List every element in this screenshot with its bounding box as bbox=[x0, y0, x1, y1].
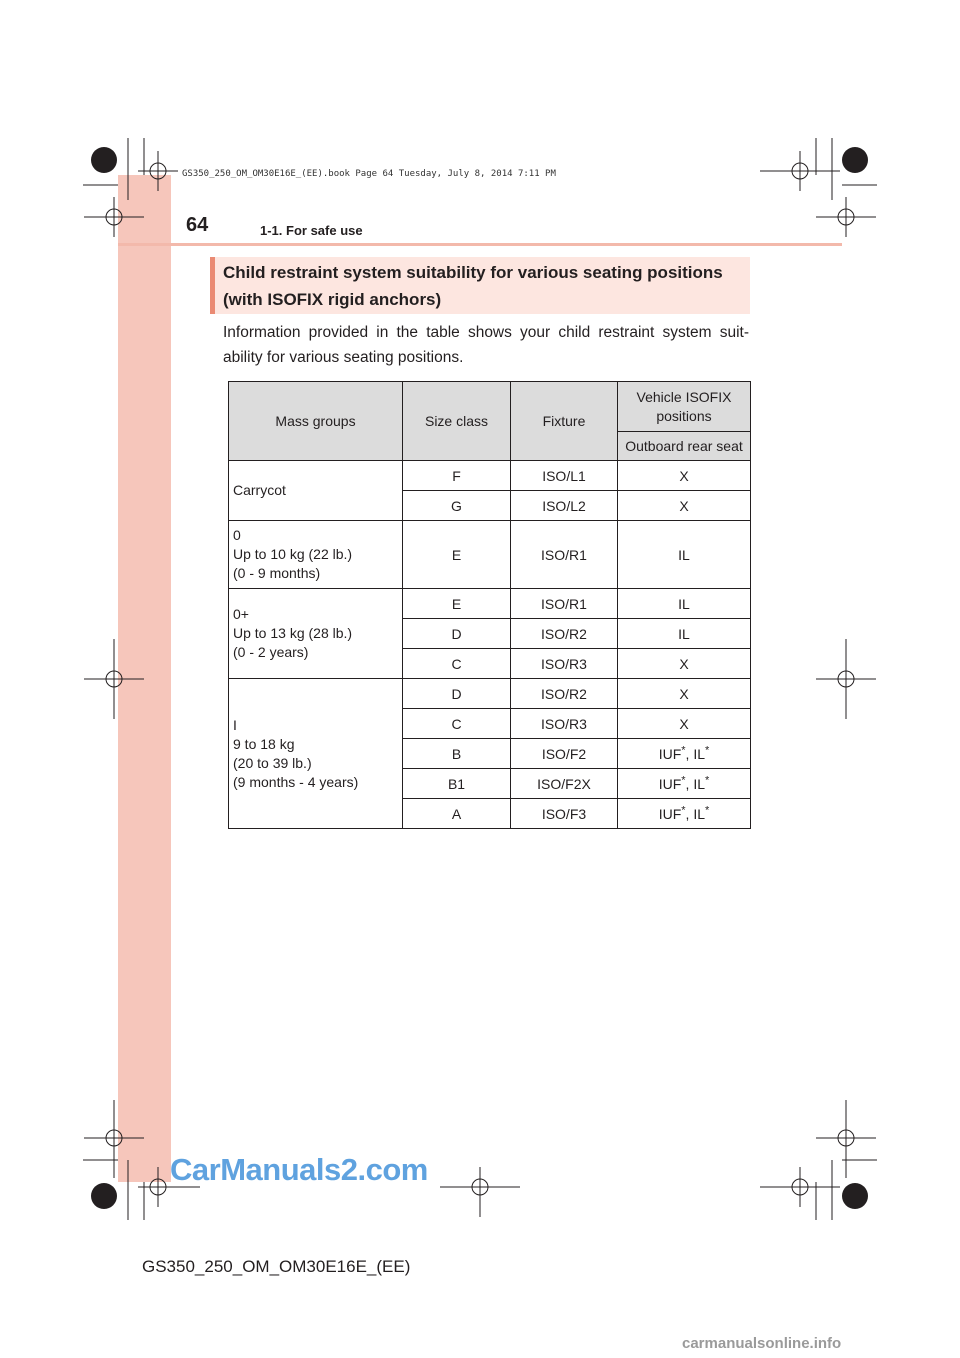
footnote-asterisk: * bbox=[705, 803, 710, 816]
suitability-cell: IUF*, IL* bbox=[618, 739, 751, 769]
footnote-asterisk: * bbox=[681, 743, 686, 756]
mass-group-cell bbox=[229, 521, 403, 589]
fixture-cell: ISO/R1 bbox=[511, 589, 618, 619]
size-cell: C bbox=[403, 709, 511, 739]
mass-group-line: (9 months - 4 years) bbox=[233, 773, 359, 790]
size-cell: D bbox=[403, 679, 511, 709]
fixture-cell: ISO/F3 bbox=[511, 799, 618, 829]
footnote-asterisk: * bbox=[705, 773, 710, 786]
mass-group-line: 9 to 18 kg bbox=[233, 735, 295, 752]
mass-group-line: Carrycot bbox=[233, 482, 286, 498]
size-cell: D bbox=[403, 619, 511, 649]
size-cell: B bbox=[403, 739, 511, 769]
mass-group-line: (20 to 39 lb.) bbox=[233, 754, 312, 771]
mass-group-cell bbox=[229, 461, 403, 521]
table-row bbox=[229, 679, 751, 709]
footer-site: carmanualsonline.info bbox=[682, 1335, 842, 1352]
suitability-cell: IL bbox=[618, 589, 751, 619]
suitability-cell: IUF*, IL* bbox=[618, 769, 751, 799]
suitability-cell: IL bbox=[618, 521, 751, 589]
footnote-asterisk: * bbox=[681, 803, 686, 816]
mass-group-line: (0 - 2 years) bbox=[233, 644, 309, 660]
header-vehicle-positions: Vehicle ISOFIX positions bbox=[618, 382, 751, 432]
isofix-suitability-table bbox=[228, 381, 751, 829]
mass-group-line: I bbox=[233, 716, 237, 733]
fixture-cell: ISO/R2 bbox=[511, 679, 618, 709]
footnote-asterisk: * bbox=[705, 743, 710, 756]
intro-paragraph: Information provided in the table shows your child restraint system suit-ability for various seating positions. bbox=[223, 324, 749, 366]
suitability-cell: IUF*, IL* bbox=[618, 799, 751, 829]
mass-group-cell bbox=[229, 589, 403, 679]
suitability-cell: X bbox=[618, 679, 751, 709]
page-number: 64 bbox=[186, 214, 209, 236]
watermark-logo: CarManuals2.com bbox=[170, 1152, 428, 1187]
section-title: 1-1. For safe use bbox=[260, 223, 363, 238]
header-fixture: Fixture bbox=[511, 382, 618, 461]
table-row bbox=[229, 521, 751, 589]
table-row bbox=[229, 461, 751, 491]
size-cell: A bbox=[403, 799, 511, 829]
header-rule bbox=[118, 243, 842, 246]
size-cell: E bbox=[403, 521, 511, 589]
header-mass-groups: Mass groups bbox=[229, 382, 403, 461]
section-heading bbox=[210, 257, 750, 314]
footnote-asterisk: * bbox=[681, 773, 686, 786]
size-cell: F bbox=[403, 461, 511, 491]
mass-group-line: Up to 10 kg (22 lb.) bbox=[233, 546, 353, 562]
suitability-cell: IL bbox=[618, 619, 751, 649]
heading-line-2: (with ISOFIX rigid anchors) bbox=[223, 290, 442, 309]
suitability-cell: X bbox=[618, 461, 751, 491]
fixture-cell: ISO/L2 bbox=[511, 491, 618, 521]
size-cell: E bbox=[403, 589, 511, 619]
heading-line-1: Child restraint system suitability for various seating positions bbox=[223, 263, 723, 282]
footer-code: GS350_250_OM_OM30E16E_(EE) bbox=[142, 1257, 411, 1276]
fixture-cell: ISO/R3 bbox=[511, 649, 618, 679]
mass-group-line: Up to 13 kg (28 lb.) bbox=[233, 625, 353, 641]
fixture-cell: ISO/R1 bbox=[511, 521, 618, 589]
mass-group-line: 0+ bbox=[233, 606, 249, 622]
fixture-cell: ISO/R2 bbox=[511, 619, 618, 649]
suitability-cell: X bbox=[618, 709, 751, 739]
suitability-cell: X bbox=[618, 649, 751, 679]
table-row bbox=[229, 589, 751, 619]
mass-group-line: 0 bbox=[233, 527, 241, 543]
fixture-cell: ISO/L1 bbox=[511, 461, 618, 491]
size-cell: G bbox=[403, 491, 511, 521]
mass-group-cell bbox=[229, 679, 403, 829]
header-size-class: Size class bbox=[403, 382, 511, 461]
fixture-cell: ISO/R3 bbox=[511, 709, 618, 739]
print-header: GS350_250_OM_OM30E16E_(EE).book Page 64 Tuesday, July 8, 2014 7:11 PM bbox=[182, 169, 556, 179]
header-outboard-rear-seat: Outboard rear seat bbox=[618, 432, 751, 461]
fixture-cell: ISO/F2 bbox=[511, 739, 618, 769]
size-cell: C bbox=[403, 649, 511, 679]
mass-group-line: (0 - 9 months) bbox=[233, 565, 321, 581]
size-cell: B1 bbox=[403, 769, 511, 799]
suitability-cell: X bbox=[618, 491, 751, 521]
fixture-cell: ISO/F2X bbox=[511, 769, 618, 799]
